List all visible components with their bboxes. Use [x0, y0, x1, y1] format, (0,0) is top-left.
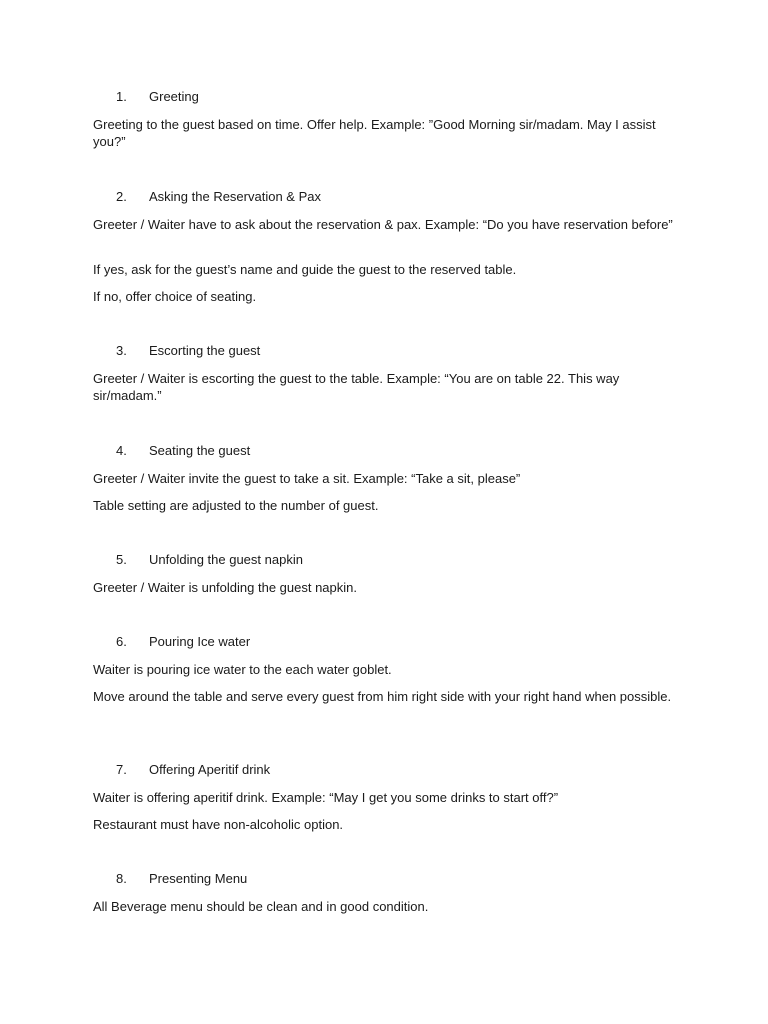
paragraph: Greeting to the guest based on time. Offer help. Example: ”Good Morning sir/madam. May I assist you?” [93, 117, 656, 149]
paragraph: Greeter / Waiter is escorting the guest to the table. Example: “You are on table 22. This way sir/madam.” [93, 371, 620, 403]
paragraph: Greeter / Waiter have to ask about the reservation & pax. Example: “Do you have reservation before” [93, 217, 673, 232]
paragraph: Restaurant must have non-alcoholic option. [93, 817, 344, 832]
section-number: 5. [116, 552, 127, 567]
section-heading: Greeting [149, 89, 199, 104]
section-number: 6. [116, 634, 127, 649]
paragraph: If yes, ask for the guest’s name and guide the guest to the reserved table. [93, 262, 517, 277]
paragraph: Greeter / Waiter invite the guest to take a sit. Example: “Take a sit, please” [93, 471, 521, 486]
section-heading: Seating the guest [149, 443, 251, 458]
section-heading: Presenting Menu [149, 871, 248, 886]
paragraph: Waiter is offering aperitif drink. Example: “May I get you some drinks to start off?” [93, 790, 559, 805]
paragraph: Move around the table and serve every guest from him right side with your right hand when possible. [93, 689, 672, 704]
paragraph: If no, offer choice of seating. [93, 289, 257, 304]
section-number: 1. [116, 89, 127, 104]
section-heading: Unfolding the guest napkin [149, 552, 303, 567]
section-heading: Asking the Reservation & Pax [149, 189, 321, 204]
paragraph: Waiter is pouring ice water to the each water goblet. [93, 662, 392, 677]
section-number: 4. [116, 443, 127, 458]
section-number: 7. [116, 762, 127, 777]
paragraph: Greeter / Waiter is unfolding the guest napkin. [93, 580, 357, 595]
section-heading: Pouring Ice water [149, 634, 251, 649]
paragraph: All Beverage menu should be clean and in good condition. [93, 899, 429, 914]
section-heading: Escorting the guest [149, 343, 261, 358]
section-number: 2. [116, 189, 127, 204]
section-heading: Offering Aperitif drink [149, 762, 271, 777]
section-number: 3. [116, 343, 127, 358]
section-number: 8. [116, 871, 127, 886]
paragraph: Table setting are adjusted to the number of guest. [93, 498, 379, 513]
